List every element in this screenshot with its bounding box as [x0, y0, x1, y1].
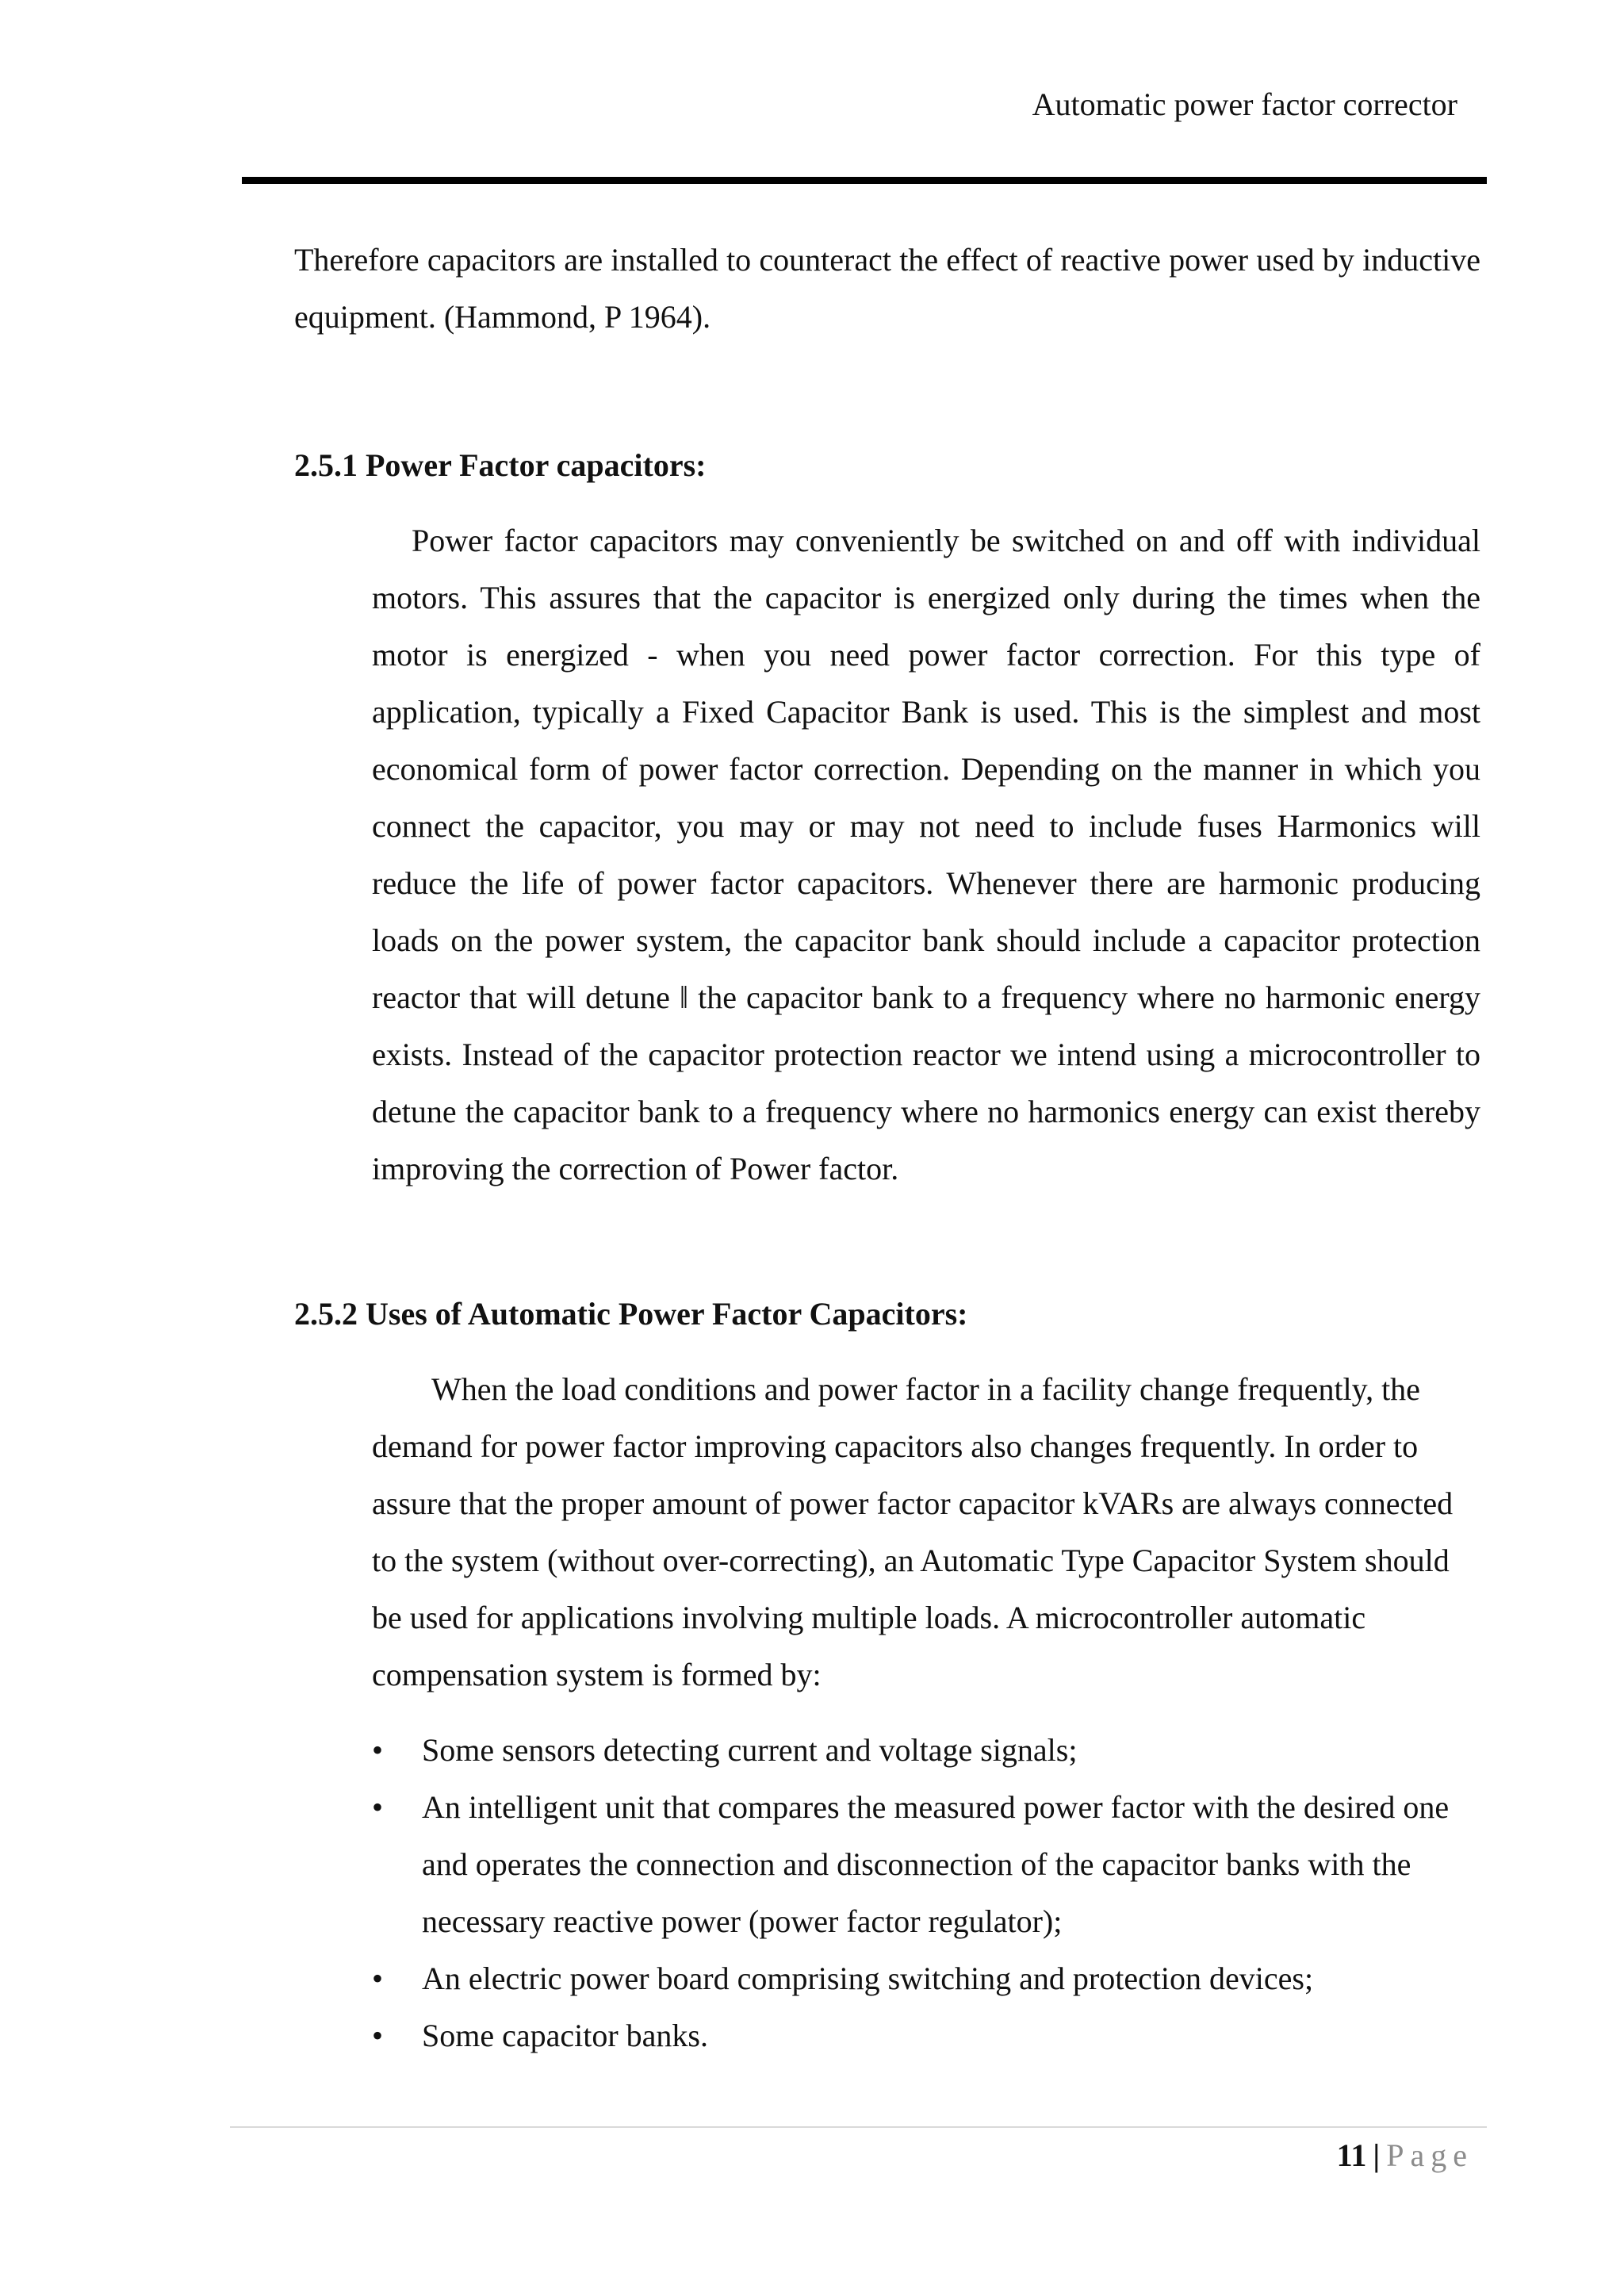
list-item-text: An intelligent unit that compares the measured power factor with the desired one and operates the connection and disconnection of the capacitor banks with the necessary reactive power (power factor regulator); — [422, 1789, 1450, 1939]
list-item-text: Some sensors detecting current and voltage signals; — [422, 1732, 1078, 1768]
section-body-uses-of-automatic-capacitors: When the load conditions and power factor in a facility change frequently, the demand for power factor improving capacitors also changes frequently. In order to assure that the proper amount of power factor capacitor kVARs are always connected to the system (without over-correcting), an Automatic Type Capacitor System should be used for applications involving multiple loads. A microcontroller automatic compensation system is formed by: — [372, 1371, 1454, 1692]
section-heading-power-factor-capacitors: 2.5.1 Power Factor capacitors: — [294, 447, 707, 483]
page-footer — [0, 2127, 1473, 2184]
section-body-power-factor-capacitors: Power factor capacitors may conveniently be switched on and off with individual motors. This assures that the capacitor is energized only during the times when the motor is energized - when you need power factor correction. For this type of application, typically a Fixed Capacitor Bank is used. This is the simplest and most economical form of power factor correction. Depending on the manner in which you connect the capacitor, you may or may not need to include fuses Harmonics will reduce the life of power factor capacitors. Whenever there are harmonic producing loads on the power system, the capacitor bank should include a capacitor protection reactor that will detune ‖ the capacitor bank to a frequency where no harmonic energy exists. Instead of the capacitor protection reactor we intend using a microcontroller to detune the capacitor bank to a frequency where no harmonics energy can exist thereby improving the correction of Power factor. — [372, 523, 1480, 1186]
list-item-text: Some capacitor banks. — [422, 2018, 708, 2053]
intro-paragraph: Therefore capacitors are installed to counteract the effect of reactive power used by inductive equipment. (Hammond, P 1964). — [294, 242, 1480, 335]
page-separator: | — [1373, 2137, 1381, 2173]
list-item — [372, 1950, 1480, 2007]
bullet-icon: • — [372, 2018, 384, 2053]
bullet-icon: • — [372, 1789, 384, 1825]
list-item — [372, 1722, 1480, 1779]
list-item — [372, 1779, 1480, 1950]
page-number: 11 — [1336, 2137, 1367, 2173]
bullet-icon: • — [372, 1732, 384, 1768]
list-item — [372, 2007, 1480, 2064]
list-item-text: An electric power board comprising switching and protection devices; — [422, 1961, 1314, 1996]
bullet-list — [372, 1722, 1480, 2064]
header-rule — [242, 177, 1487, 184]
section-heading-uses-of-automatic-capacitors: 2.5.2 Uses of Automatic Power Factor Capacitors: — [294, 1296, 968, 1332]
page-label: Page — [1386, 2137, 1473, 2173]
bullet-icon: • — [372, 1961, 384, 1996]
running-header: Automatic power factor corrector — [1032, 86, 1457, 122]
